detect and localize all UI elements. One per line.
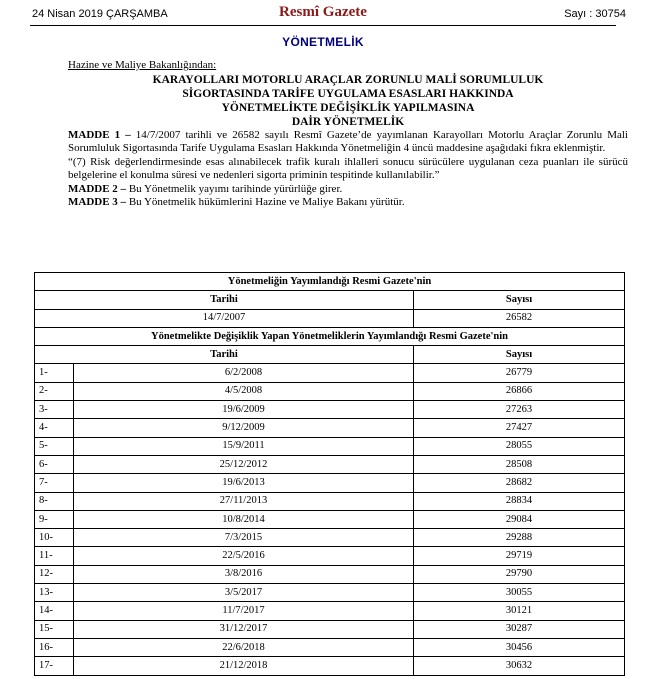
amendments-header: Yönetmelikte Değişiklik Yapan Yönetmeliklerin Yayımlandığı Resmi Gazete'nin: [35, 327, 625, 345]
row-date: 6/2/2008: [74, 364, 414, 382]
table-row: [35, 419, 625, 437]
gazette-name: Resmî Gazete: [279, 4, 367, 20]
row-issue: 30287: [414, 620, 625, 638]
section-label: YÖNETMELİK: [282, 35, 364, 49]
row-issue: 29719: [414, 547, 625, 565]
row-issue: 29790: [414, 565, 625, 583]
row-issue: 29084: [414, 510, 625, 528]
article-2: [68, 183, 628, 197]
table-row: [35, 638, 625, 656]
table-row: [35, 510, 625, 528]
table-row: [35, 437, 625, 455]
row-issue: 26779: [414, 364, 625, 382]
article-1-text: 14/7/2007 tarihli ve 26582 sayılı Resmî Gazete’de yayımlanan Karayolları Motorlu Araçlar Zorunlu Mali Sorumluluk Sigortasında Tarife Uygulama Esasları Hakkında Yönetmeliğin 4 üncü maddesine aşağıdaki fıkra eklenmiştir.: [68, 128, 628, 154]
main-date: 14/7/2007: [35, 309, 414, 327]
issuer: Hazine ve Maliye Bakanlığından:: [68, 59, 217, 71]
row-date: 4/5/2008: [74, 382, 414, 400]
row-date: 21/12/2018: [74, 657, 414, 675]
row-number: 12-: [35, 565, 74, 583]
row-number: 1-: [35, 364, 74, 382]
row-number: 3-: [35, 401, 74, 419]
header-date: 24 Nisan 2019 ÇARŞAMBA: [32, 8, 168, 20]
gazette-header: [0, 0, 646, 26]
row-date: 27/11/2013: [74, 492, 414, 510]
row-date: 3/8/2016: [74, 565, 414, 583]
row-issue: 28682: [414, 474, 625, 492]
table-row: [35, 547, 625, 565]
row-issue: 29288: [414, 529, 625, 547]
table-row: [35, 584, 625, 602]
row-number: 17-: [35, 657, 74, 675]
row-number: 6-: [35, 455, 74, 473]
col-header-date: Tarihi: [35, 291, 414, 309]
issue-number: Sayı : 30754: [564, 8, 626, 20]
table-row: [35, 492, 625, 510]
regulation-body: [68, 59, 628, 210]
row-number: 14-: [35, 602, 74, 620]
title-line: DAİR YÖNETMELİK: [291, 115, 405, 128]
row-issue: 28834: [414, 492, 625, 510]
article-1-quote: “(7) Risk değerlendirmesinde esas alınabilecek trafik kuralı ihlalleri sonucu sürücülere uygulanan ceza puanları ile sürücü belgelerine el konulma süresi ve nedenleri sigorta priminin tespitinde kullanılabilir.”: [68, 155, 628, 181]
article-1: [68, 129, 628, 156]
row-number: 4-: [35, 419, 74, 437]
table-row: [35, 620, 625, 638]
row-issue: 26866: [414, 382, 625, 400]
table-row: [35, 565, 625, 583]
article-1-label: MADDE 1 –: [68, 128, 131, 141]
table-row: [35, 474, 625, 492]
row-number: 7-: [35, 474, 74, 492]
row-date: 10/8/2014: [74, 510, 414, 528]
row-number: 10-: [35, 529, 74, 547]
main-issue: 26582: [414, 309, 625, 327]
article-3-text: Bu Yönetmelik hükümlerini Hazine ve Maliye Bakanı yürütür.: [126, 196, 405, 208]
header-divider: [30, 25, 616, 26]
regulation-title: [68, 73, 628, 129]
row-issue: 30121: [414, 602, 625, 620]
table-row: [35, 364, 625, 382]
amendments-rows: [35, 364, 625, 675]
row-issue: 28055: [414, 437, 625, 455]
table-row: [35, 401, 625, 419]
row-date: 7/3/2015: [74, 529, 414, 547]
table-row: [35, 455, 625, 473]
title-line: KARAYOLLARI MOTORLU ARAÇLAR ZORUNLU MALİ SORUMLULUK: [152, 73, 544, 86]
row-issue: 30055: [414, 584, 625, 602]
table-row: [35, 529, 625, 547]
article-3: [68, 196, 628, 210]
table-row: [35, 657, 625, 675]
table-row: [35, 602, 625, 620]
row-issue: 30456: [414, 638, 625, 656]
title-line: YÖNETMELİKTE DEĞİŞİKLİK YAPILMASINA: [221, 101, 475, 114]
row-number: 15-: [35, 620, 74, 638]
row-date: 31/12/2017: [74, 620, 414, 638]
row-issue: 27263: [414, 401, 625, 419]
title-line: SİGORTASINDA TARİFE UYGULAMA ESASLARI HAKKINDA: [182, 87, 514, 100]
row-date: 19/6/2013: [74, 474, 414, 492]
row-date: 9/12/2009: [74, 419, 414, 437]
row-number: 11-: [35, 547, 74, 565]
row-date: 25/12/2012: [74, 455, 414, 473]
article-2-label: MADDE 2 –: [68, 182, 127, 195]
row-date: 22/6/2018: [74, 638, 414, 656]
row-number: 16-: [35, 638, 74, 656]
table-main-header: Yönetmeliğin Yayımlandığı Resmi Gazete'nin: [35, 273, 625, 291]
row-number: 13-: [35, 584, 74, 602]
row-number: 2-: [35, 382, 74, 400]
row-number: 8-: [35, 492, 74, 510]
row-issue: 27427: [414, 419, 625, 437]
row-issue: 30632: [414, 657, 625, 675]
col-header-date: Tarihi: [35, 346, 414, 364]
row-number: 5-: [35, 437, 74, 455]
row-date: 11/7/2017: [74, 602, 414, 620]
row-issue: 28508: [414, 455, 625, 473]
row-date: 15/9/2011: [74, 437, 414, 455]
article-3-label: MADDE 3 –: [68, 196, 127, 208]
row-number: 9-: [35, 510, 74, 528]
article-2-text: Bu Yönetmelik yayımı tarihinde yürürlüğe girer.: [126, 182, 343, 195]
publication-history-table: [34, 272, 625, 676]
col-header-issue: Sayısı: [414, 291, 625, 309]
table-row: [35, 382, 625, 400]
col-header-issue: Sayısı: [414, 346, 625, 364]
row-date: 22/5/2016: [74, 547, 414, 565]
row-date: 3/5/2017: [74, 584, 414, 602]
row-date: 19/6/2009: [74, 401, 414, 419]
